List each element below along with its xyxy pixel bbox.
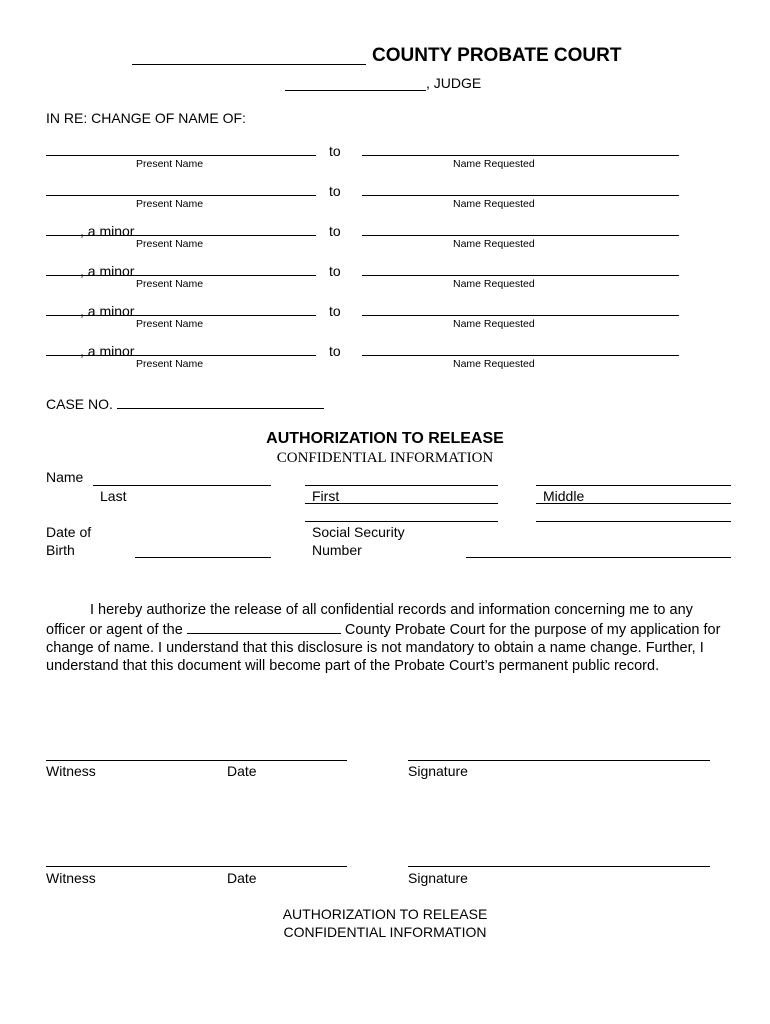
- authorization-heading: AUTHORIZATION TO RELEASE: [266, 430, 504, 447]
- to-label: to: [329, 303, 341, 319]
- in-re-label: IN RE: CHANGE OF NAME OF:: [46, 110, 246, 126]
- present-name-field[interactable]: [46, 195, 316, 196]
- signature-label: Signature: [408, 763, 468, 779]
- present-name-caption: Present Name: [136, 278, 204, 290]
- to-label: to: [329, 143, 341, 159]
- first-label: First: [312, 488, 340, 504]
- name-label: Name: [46, 469, 84, 485]
- present-name-caption: Present Name: [136, 198, 204, 210]
- footer-line2: CONFIDENTIAL INFORMATION: [283, 924, 487, 940]
- present-name-field[interactable]: [46, 155, 316, 156]
- minor-prefix: , a minor: [80, 343, 135, 359]
- dob-label-line2: Birth: [46, 542, 75, 558]
- dob-field[interactable]: [135, 557, 271, 558]
- minor-prefix: , a minor: [80, 223, 135, 239]
- to-label: to: [329, 343, 341, 359]
- present-name-caption: Present Name: [136, 158, 204, 170]
- name-requested-caption: Name Requested: [453, 358, 535, 370]
- middle-name-extra-line[interactable]: [536, 521, 731, 522]
- name-requested-caption: Name Requested: [453, 238, 535, 250]
- first-name-underline: [305, 503, 498, 504]
- signature-line[interactable]: [408, 760, 710, 761]
- authorization-paragraph: [46, 601, 726, 675]
- to-label: to: [329, 223, 341, 239]
- first-name-extra-line[interactable]: [305, 521, 498, 522]
- present-name-field[interactable]: [46, 315, 316, 316]
- authorization-subheading: CONFIDENTIAL INFORMATION: [276, 450, 494, 466]
- paragraph-part2: County Probate Court for the purpose of my application for change of name. I understand that this disclosure is not mandatory to obtain a name change. Further, I understand that this document will become part of the Probate Court’s permanent public record.: [46, 622, 721, 674]
- signature-line[interactable]: [408, 866, 710, 867]
- first-name-field[interactable]: [305, 485, 498, 486]
- to-label: to: [329, 263, 341, 279]
- present-name-caption: Present Name: [136, 238, 204, 250]
- name-requested-field[interactable]: [362, 155, 679, 156]
- name-requested-caption: Name Requested: [453, 158, 535, 170]
- judge-name-blank[interactable]: [285, 90, 426, 91]
- present-name-field[interactable]: [46, 355, 316, 356]
- ssn-label-line1: Social Security: [312, 524, 405, 540]
- ssn-label-line2: Number: [312, 542, 362, 558]
- present-name-field[interactable]: [46, 235, 316, 236]
- court-title: COUNTY PROBATE COURT: [372, 45, 622, 66]
- signature-label: Signature: [408, 870, 468, 886]
- case-no-label: CASE NO.: [46, 396, 113, 412]
- dob-label-line1: Date of: [46, 524, 92, 540]
- date-label: Date: [227, 763, 257, 779]
- last-label: Last: [100, 488, 127, 504]
- name-requested-field[interactable]: [362, 235, 679, 236]
- county-name-blank[interactable]: [132, 64, 366, 65]
- middle-name-field[interactable]: [536, 485, 731, 486]
- minor-prefix: , a minor: [80, 303, 135, 319]
- present-name-field[interactable]: [46, 275, 316, 276]
- witness-date-line[interactable]: [46, 866, 347, 867]
- name-requested-caption: Name Requested: [453, 318, 535, 330]
- name-requested-field[interactable]: [362, 195, 679, 196]
- witness-date-line[interactable]: [46, 760, 347, 761]
- county-blank-inline[interactable]: [187, 619, 341, 634]
- witness-label: Witness: [46, 870, 96, 886]
- name-requested-caption: Name Requested: [453, 198, 535, 210]
- case-no-field[interactable]: [117, 408, 324, 409]
- last-name-field[interactable]: [93, 485, 271, 486]
- name-requested-field[interactable]: [362, 275, 679, 276]
- to-label: to: [329, 183, 341, 199]
- middle-label: Middle: [543, 488, 585, 504]
- paragraph-part1: I hereby authorize the release of all confidential records and information concerning me to any officer or agent of the: [46, 602, 693, 638]
- ssn-field[interactable]: [466, 557, 731, 558]
- name-requested-field[interactable]: [362, 355, 679, 356]
- name-requested-field[interactable]: [362, 315, 679, 316]
- name-requested-caption: Name Requested: [453, 278, 535, 290]
- middle-name-underline: [536, 503, 731, 504]
- minor-prefix: , a minor: [80, 263, 135, 279]
- footer-line1: AUTHORIZATION TO RELEASE: [282, 906, 488, 922]
- date-label: Date: [227, 870, 257, 886]
- judge-label: , JUDGE: [426, 75, 482, 91]
- witness-label: Witness: [46, 763, 96, 779]
- present-name-caption: Present Name: [136, 318, 204, 330]
- present-name-caption: Present Name: [136, 358, 204, 370]
